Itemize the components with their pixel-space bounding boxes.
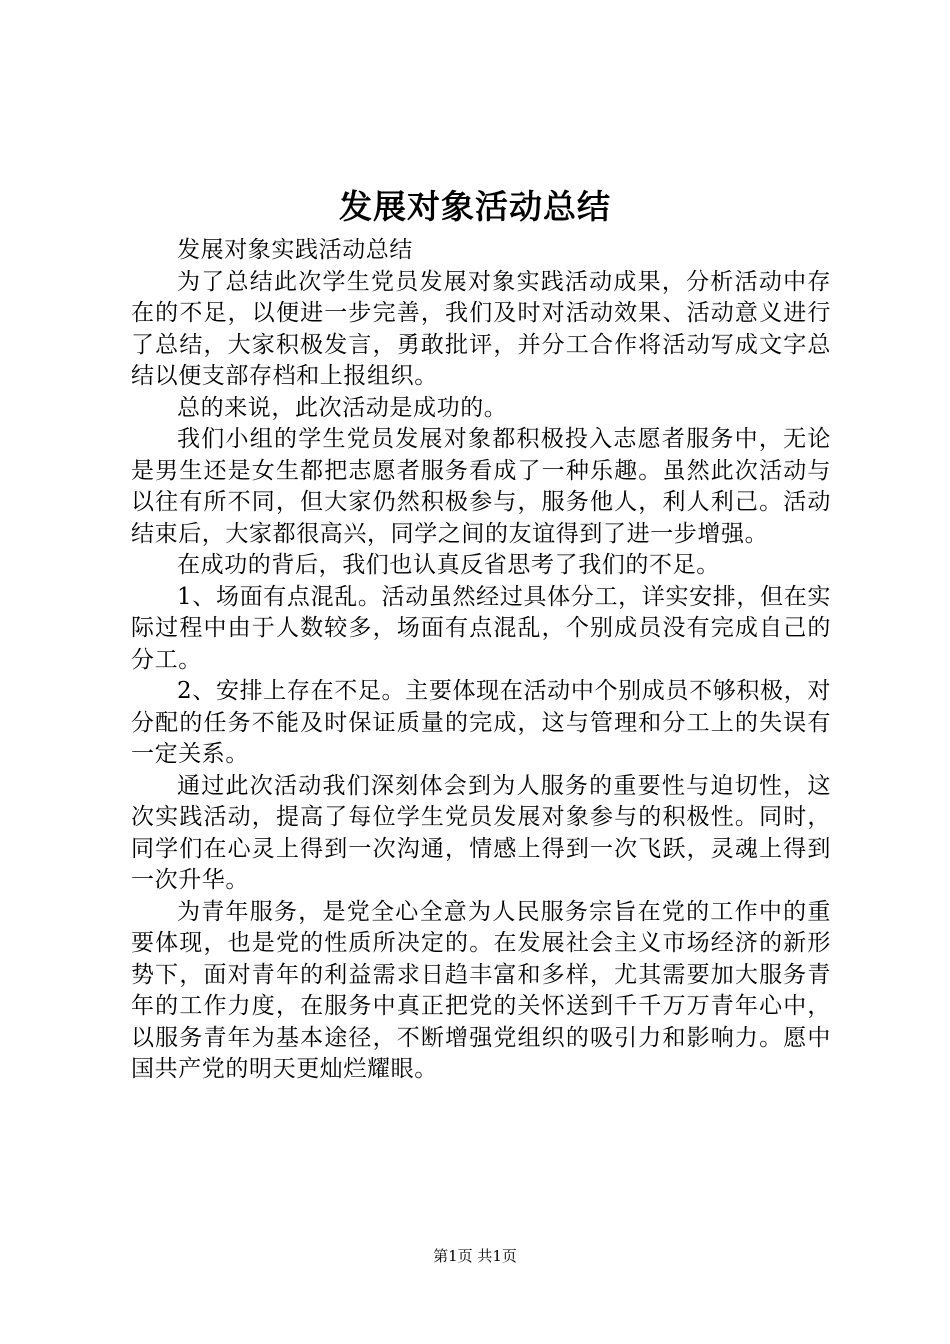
paragraph-issue-1: 1、场面有点混乱。活动虽然经过具体分工，详实安排，但在实际过程中由于人数较多，场面有点混乱，个别成员没有完成自己的分工。 — [131, 583, 831, 673]
paragraph-conclusion: 为青年服务，是党全心全意为人民服务宗旨在党的工作中的重要体现，也是党的性质所决定的。在发展社会主义市场经济的新形势下，面对青年的利益需求日趋丰富和多样，尤其需要加大服务青年的工作力度，在服务中真正把党的关怀送到千千万万青年心中，以服务青年为基本途径，不断增强党组织的吸引力和影响力。愿中国共产党的明天更灿烂耀眼。 — [131, 898, 831, 1082]
paragraph-subtitle: 发展对象实践活动总结 — [177, 237, 413, 263]
paragraph-reflection: 在成功的背后，我们也认真反省思考了我们的不足。 — [177, 552, 720, 578]
page-footer: 第1页 共1页 — [433, 1247, 517, 1265]
paragraph-issue-2: 2、安排上存在不足。主要体现在活动中个别成员不够积极，对分配的任务不能及时保证质量的完成，这与管理和分工上的失误有一定关系。 — [131, 678, 831, 767]
paragraph-intro: 为了总结此次学生党员发展对象实践活动成果，分析活动中存在的不足，以便进一步完善，我们及时对活动效果、活动意义进行了总结，大家积极发言，勇敢批评，并分工合作将活动写成文字总结以便支部存档和上报组织。 — [131, 268, 831, 389]
document-title: 发展对象活动总结 — [339, 187, 611, 226]
document-body — [131, 235, 831, 1086]
paragraph-volunteer: 我们小组的学生党员发展对象都积极投入志愿者服务中，无论是男生还是女生都把志愿者服务看成了一种乐趣。虽然此次活动与以往有所不同，但大家仍然积极参与，服务他人，利人利己。活动结束后，大家都很高兴，同学之间的友谊得到了进一步增强。 — [131, 426, 831, 547]
paragraph-summary: 总的来说，此次活动是成功的。 — [177, 394, 508, 421]
paragraph-insight: 通过此次活动我们深刻体会到为人服务的重要性与迫切性，这次实践活动，提高了每位学生党员发展对象参与的积极性。同时，同学们在心灵上得到一次沟通，情感上得到一次飞跃，灵魂上得到一次升华。 — [131, 772, 831, 893]
